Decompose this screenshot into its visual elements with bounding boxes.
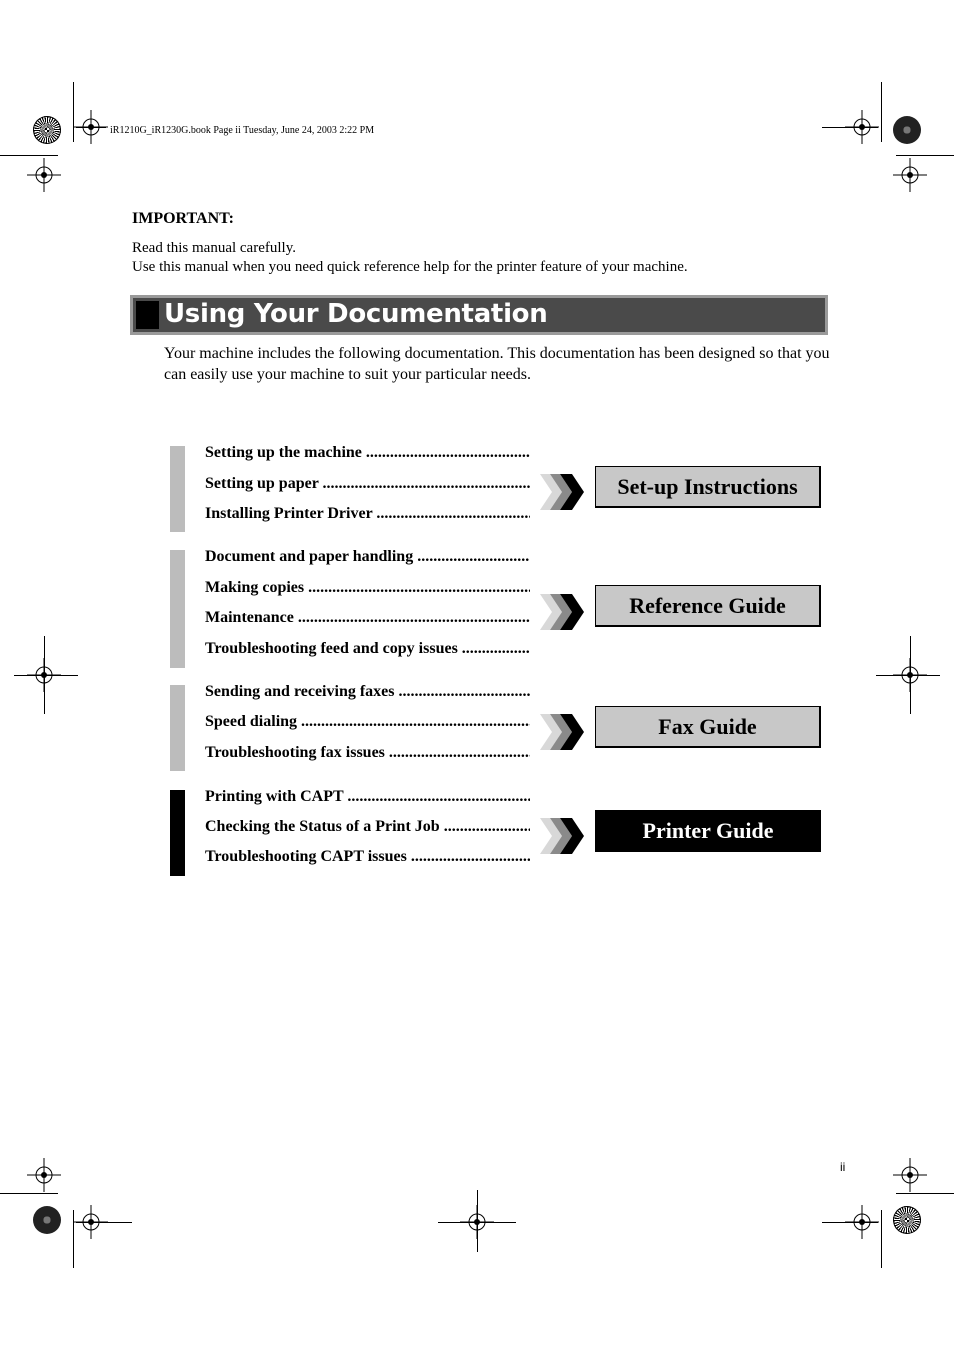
arrow-right-icon [540,472,586,512]
topic-item: Checking the Status of a Print Job ..... [205,818,530,836]
section-description: Your machine includes the following documentation. This documentation has been designed so that you can easily use your machine to suit your particular needs. [164,345,830,383]
important-label: IMPORTANT: [132,210,234,227]
topic-item: Sending and receiving faxes ..... [205,683,530,701]
registration-mark-icon [27,1158,61,1192]
file-info: iR1210G_iR1230G.book Page ii Tuesday, June 24, 2003 2:22 PM [110,125,375,136]
arrow-right-icon [540,712,586,752]
important-line: Use this manual when you need quick reference help for the printer feature of your machine. [132,259,688,275]
arrow-right-icon [540,592,586,632]
topic-item: Troubleshooting CAPT issues ..... [205,848,530,866]
topic-item: Troubleshooting feed and copy issues ..... [205,640,530,658]
important-line: Read this manual carefully. [132,240,296,256]
group-sidebar [170,446,185,532]
topic-item: Troubleshooting fax issues ..... [205,744,530,762]
section-title: Using Your Documentation [164,299,548,329]
group-sidebar [170,685,185,771]
arrow-right-icon [540,816,586,856]
page-number: ii [840,1160,846,1174]
group-sidebar [170,550,185,668]
rosette-bottom-left-icon [33,1206,61,1234]
topic-item: Setting up paper ..... [205,475,530,493]
rosette-top-right-icon [893,116,921,144]
guide-setup-instructions: Set-up Instructions [595,466,821,508]
rosette-bottom-right-icon [893,1206,921,1234]
registration-mark-icon [893,158,927,192]
group-sidebar [170,790,185,876]
registration-mark-icon [893,1158,927,1192]
guide-fax-guide: Fax Guide [595,706,821,748]
rosette-top-left-icon [33,116,61,144]
topic-item: Setting up the machine ..... [205,444,530,462]
topic-item: Document and paper handling ..... [205,548,530,566]
guide-printer-guide: Printer Guide [595,810,821,852]
heading-marker [136,301,159,329]
topic-item: Maintenance ..... [205,609,530,627]
registration-mark-icon [27,158,61,192]
section-heading-bar [130,295,828,335]
topic-item: Installing Printer Driver ..... [205,505,530,523]
topic-item: Making copies ..... [205,579,530,597]
guide-reference-guide: Reference Guide [595,585,821,627]
topic-item: Speed dialing ..... [205,713,530,731]
topic-item: Printing with CAPT ..... [205,788,530,806]
